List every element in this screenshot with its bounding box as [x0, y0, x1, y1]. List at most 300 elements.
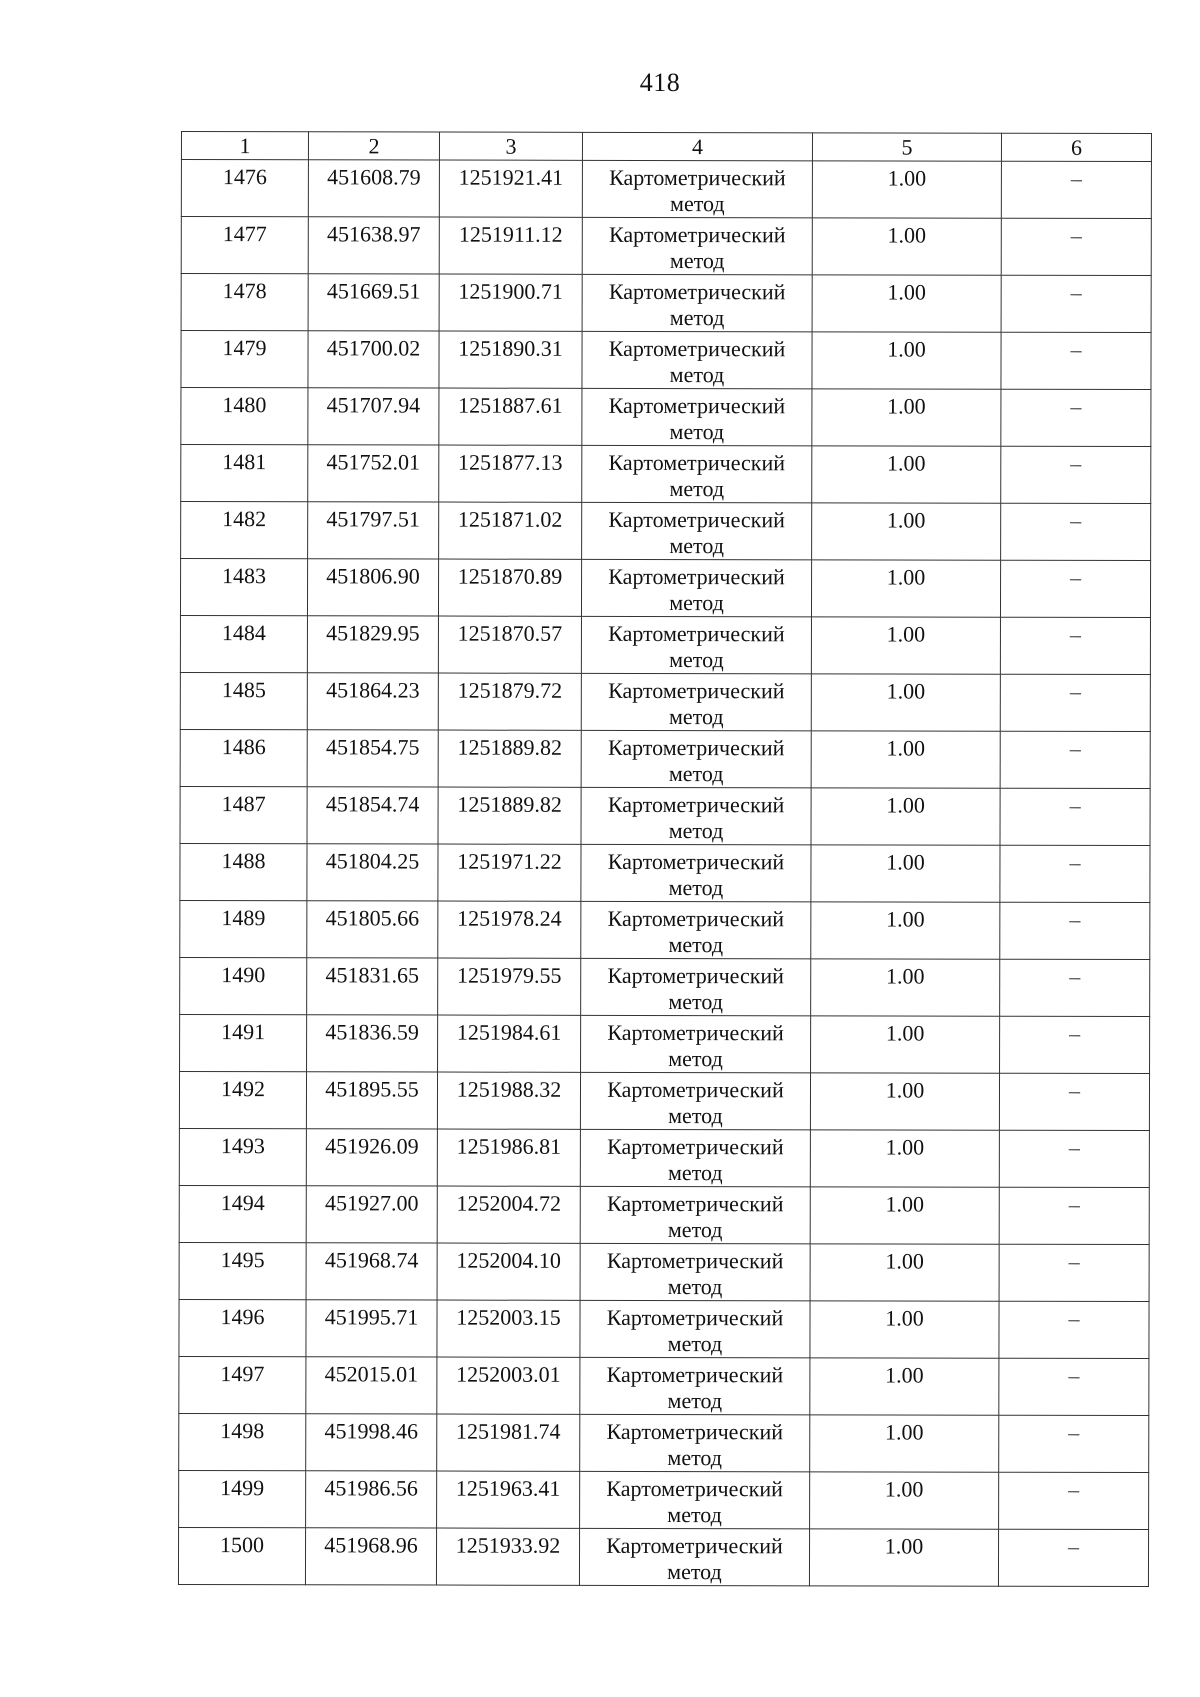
table-row: [180, 843, 1150, 902]
table-row: [181, 217, 1151, 276]
accuracy-cell-text: 1.00: [887, 165, 927, 191]
point-number-cell: [179, 1356, 306, 1413]
method-line: метод: [668, 761, 724, 787]
method-cell: [581, 673, 811, 730]
note-cell: [1001, 446, 1151, 503]
y-coordinate-cell-text: 1251971.22: [457, 848, 562, 874]
accuracy-cell-text: 1.00: [887, 450, 926, 476]
column-header: 5: [812, 133, 1001, 161]
x-coordinate-cell: [308, 274, 439, 331]
accuracy-cell-text: 1.00: [885, 1134, 925, 1160]
x-coordinate-cell-text: 451700.02: [326, 335, 421, 361]
accuracy-cell-text: 1.00: [884, 1533, 924, 1559]
x-coordinate-cell-text: 451854.74: [325, 791, 420, 817]
y-coordinate-cell: [439, 331, 582, 388]
note-cell-text: –: [1070, 279, 1082, 305]
accuracy-cell-text: 1.00: [886, 849, 925, 875]
y-coordinate-cell-text: 1251890.31: [458, 335, 563, 361]
x-coordinate-cell: [307, 901, 438, 958]
accuracy-cell-text: 1.00: [884, 1476, 924, 1502]
note-cell: [1001, 503, 1151, 560]
note-cell-text: –: [1068, 1533, 1080, 1559]
note-cell: [1000, 1016, 1150, 1073]
method-line: метод: [668, 875, 724, 901]
method-text: [582, 731, 811, 787]
method-cell: [579, 1528, 809, 1585]
x-coordinate-cell-text: 451638.97: [327, 221, 421, 247]
note-cell-text: –: [1070, 564, 1082, 590]
note-cell-text: –: [1070, 507, 1082, 533]
y-coordinate-cell: [439, 160, 582, 217]
y-coordinate-cell: [437, 1186, 580, 1243]
method-line: Картометрический: [606, 1190, 784, 1217]
method-line: Картометрический: [607, 1133, 784, 1160]
y-coordinate-cell-text: 1251981.74: [456, 1418, 561, 1444]
method-cell: [581, 616, 811, 673]
method-line: Картометрический: [608, 620, 785, 647]
x-coordinate-cell: [308, 388, 439, 445]
point-number-cell: [180, 616, 307, 673]
table-row: [179, 1413, 1149, 1472]
note-cell-text: –: [1069, 963, 1081, 989]
note-cell-text: –: [1069, 621, 1081, 647]
method-text: [583, 218, 812, 274]
y-coordinate-cell-text: 1251887.61: [458, 392, 563, 418]
y-coordinate-cell: [438, 787, 581, 844]
accuracy-cell: [812, 446, 1001, 503]
note-cell: [1000, 731, 1150, 788]
x-coordinate-cell-text: 451797.51: [326, 506, 420, 532]
y-coordinate-cell: [437, 1072, 580, 1129]
method-line: метод: [669, 476, 725, 502]
note-cell: [1001, 332, 1151, 389]
accuracy-cell: [810, 1244, 999, 1301]
table-body: [178, 160, 1151, 1587]
point-number-cell-text: 1476: [222, 164, 267, 190]
method-cell: [582, 217, 812, 274]
method-line: метод: [670, 191, 725, 217]
method-text: [582, 332, 811, 388]
accuracy-cell-text: 1.00: [887, 222, 927, 248]
point-number-cell: [180, 843, 307, 900]
method-line: метод: [667, 1502, 722, 1528]
y-coordinate-cell-text: 1251877.13: [458, 449, 563, 475]
accuracy-cell: [811, 560, 1000, 617]
accuracy-cell-text: 1.00: [887, 279, 926, 305]
point-number-cell: [179, 1413, 306, 1470]
method-line: метод: [669, 248, 725, 274]
accuracy-cell: [812, 275, 1001, 332]
method-line: метод: [668, 932, 724, 958]
point-number-cell-text: 1496: [220, 1304, 265, 1330]
x-coordinate-cell: [307, 673, 438, 730]
note-cell-text: –: [1069, 906, 1081, 932]
y-coordinate-cell-text: 1251979.55: [456, 962, 562, 988]
point-number-cell: [181, 388, 308, 445]
point-number-cell: [181, 502, 308, 559]
x-coordinate-cell: [306, 1243, 437, 1300]
point-number-cell: [179, 1470, 306, 1527]
method-line: Картометрический: [608, 335, 786, 362]
note-cell-text: –: [1069, 678, 1081, 704]
method-line: метод: [668, 818, 724, 844]
accuracy-cell-text: 1.00: [885, 1419, 924, 1445]
note-cell: [1001, 275, 1151, 332]
method-cell: [581, 559, 811, 616]
x-coordinate-cell: [306, 1471, 437, 1528]
point-number-cell-text: 1482: [222, 506, 267, 532]
y-coordinate-cell: [438, 673, 581, 730]
point-number-cell-text: 1489: [221, 905, 266, 931]
point-number-cell: [180, 559, 307, 616]
point-number-cell: [181, 445, 308, 502]
method-line: метод: [669, 590, 724, 616]
note-cell: [1000, 959, 1150, 1016]
y-coordinate-cell: [439, 445, 582, 502]
x-coordinate-cell: [308, 160, 439, 217]
method-cell: [581, 730, 811, 787]
accuracy-cell: [810, 1130, 999, 1187]
method-line: метод: [667, 1388, 723, 1414]
method-text: [580, 1358, 809, 1414]
x-coordinate-cell-text: 451752.01: [326, 449, 421, 475]
point-number-cell-text: 1480: [222, 392, 267, 418]
method-line: Картометрический: [609, 221, 786, 248]
point-number-cell: [179, 1185, 306, 1242]
table-row: [180, 672, 1150, 731]
table-row: [179, 1356, 1149, 1415]
method-text: [580, 1529, 809, 1585]
note-cell-text: –: [1068, 1077, 1081, 1103]
table-row: [179, 1185, 1149, 1244]
x-coordinate-cell-text: 451805.66: [325, 905, 420, 931]
y-coordinate-cell-text: 1251988.32: [456, 1076, 562, 1102]
x-coordinate-cell: [307, 1015, 438, 1072]
point-number-cell: [180, 1014, 307, 1071]
y-coordinate-cell-text: 1252004.72: [456, 1190, 562, 1216]
method-cell: [582, 331, 812, 388]
point-number-cell: [180, 672, 307, 729]
y-coordinate-cell: [437, 1129, 580, 1186]
note-cell-text: –: [1069, 849, 1081, 875]
note-cell: [1000, 674, 1150, 731]
x-coordinate-cell: [307, 559, 438, 616]
table-row: [181, 388, 1151, 447]
note-cell: [999, 1187, 1149, 1244]
y-coordinate-cell: [437, 1357, 580, 1414]
method-cell: [582, 502, 812, 559]
note-cell-text: –: [1068, 1305, 1080, 1331]
method-cell: [580, 1129, 810, 1186]
note-cell-text: –: [1070, 393, 1082, 419]
note-cell: [1001, 161, 1151, 218]
method-text: [582, 389, 811, 445]
point-number-cell-text: 1486: [221, 734, 266, 760]
method-line: Картометрический: [607, 962, 784, 989]
method-line: Картометрический: [606, 1475, 783, 1502]
method-line: метод: [667, 1160, 723, 1186]
point-number-cell: [181, 217, 308, 274]
method-text: [582, 446, 811, 502]
accuracy-cell: [811, 1016, 1000, 1073]
x-coordinate-cell-text: 451707.94: [326, 392, 421, 418]
x-coordinate-cell-text: 451829.95: [326, 620, 420, 646]
method-line: Картометрический: [608, 449, 786, 476]
note-cell: [999, 1415, 1149, 1472]
accuracy-cell: [811, 845, 1000, 902]
accuracy-cell-text: 1.00: [887, 393, 926, 419]
y-coordinate-cell: [438, 901, 581, 958]
method-line: Картометрический: [608, 392, 786, 419]
method-line: метод: [667, 1445, 723, 1471]
accuracy-cell: [812, 389, 1001, 446]
note-cell: [1000, 902, 1150, 959]
y-coordinate-cell: [437, 1414, 580, 1471]
point-number-cell-text: 1498: [220, 1418, 265, 1444]
accuracy-cell: [810, 1187, 999, 1244]
method-text: [583, 161, 812, 217]
x-coordinate-cell: [308, 217, 439, 274]
note-cell-text: –: [1070, 450, 1082, 476]
x-coordinate-cell-text: 451895.55: [325, 1076, 419, 1102]
point-number-cell: [181, 160, 308, 217]
table-row: [179, 1071, 1149, 1130]
method-line: Картометрический: [607, 791, 785, 818]
note-cell: [999, 1130, 1149, 1187]
note-cell: [1000, 617, 1150, 674]
method-line: метод: [669, 533, 724, 559]
method-text: [583, 275, 812, 331]
y-coordinate-cell: [438, 844, 581, 901]
point-number-cell: [179, 1242, 306, 1299]
note-cell: [1000, 788, 1150, 845]
method-text: [580, 1472, 809, 1528]
x-coordinate-cell: [306, 1186, 437, 1243]
method-cell: [581, 1015, 811, 1072]
table-row: [180, 559, 1150, 618]
x-coordinate-cell: [308, 502, 439, 559]
table-header-row: [181, 132, 1151, 162]
method-cell: [580, 1357, 810, 1414]
method-cell: [582, 388, 812, 445]
point-number-cell-text: 1481: [222, 449, 267, 475]
point-number-cell-text: 1500: [220, 1532, 265, 1558]
y-coordinate-cell: [438, 958, 581, 1015]
y-coordinate-cell-text: 1252003.01: [456, 1361, 561, 1387]
y-coordinate-cell: [438, 616, 581, 673]
method-text: [582, 503, 811, 559]
method-text: [581, 1244, 810, 1300]
column-header: 1: [181, 132, 308, 160]
method-line: метод: [668, 1103, 723, 1129]
note-cell: [1001, 389, 1151, 446]
accuracy-cell: [810, 1301, 999, 1358]
y-coordinate-cell: [437, 1300, 580, 1357]
y-coordinate-cell-text: 1251984.61: [456, 1019, 562, 1045]
method-text: [581, 1073, 810, 1129]
method-line: Картометрический: [606, 1304, 784, 1331]
point-number-cell-text: 1479: [222, 335, 267, 361]
accuracy-cell: [809, 1529, 998, 1586]
table-row: [180, 1014, 1150, 1073]
point-number-cell-text: 1493: [220, 1133, 265, 1159]
y-coordinate-cell-text: 1251986.81: [456, 1133, 562, 1159]
x-coordinate-cell-text: 452015.01: [324, 1361, 419, 1387]
method-line: Картометрический: [606, 1247, 784, 1274]
y-coordinate-cell-text: 1252003.15: [456, 1304, 561, 1330]
method-line: метод: [669, 362, 725, 388]
note-cell: [1000, 560, 1150, 617]
method-line: метод: [667, 1559, 722, 1585]
x-coordinate-cell: [305, 1528, 436, 1585]
method-line: Картометрический: [606, 1361, 784, 1388]
column-header: 6: [1001, 133, 1151, 161]
method-line: метод: [667, 1217, 723, 1243]
x-coordinate-cell-text: 451831.65: [325, 962, 420, 988]
method-text: [581, 845, 810, 901]
x-coordinate-cell: [306, 1357, 437, 1414]
accuracy-cell-text: 1.00: [886, 621, 926, 647]
method-text: [581, 1187, 810, 1243]
x-coordinate-cell-text: 451927.00: [324, 1190, 419, 1216]
x-coordinate-cell-text: 451836.59: [325, 1019, 419, 1045]
point-number-cell-text: 1484: [221, 620, 266, 646]
page-number: 418: [639, 68, 681, 97]
method-text: [580, 1301, 809, 1357]
method-line: метод: [668, 704, 724, 730]
note-cell: [999, 1073, 1149, 1130]
method-text: [581, 959, 810, 1015]
accuracy-cell-text: 1.00: [885, 1362, 924, 1388]
accuracy-cell: [810, 1358, 999, 1415]
y-coordinate-cell-text: 1251978.24: [457, 905, 562, 931]
table-row: [179, 1299, 1149, 1358]
method-cell: [582, 445, 812, 502]
method-line: Картометрический: [608, 677, 785, 704]
y-coordinate-cell: [438, 1015, 581, 1072]
column-header: 3: [439, 132, 582, 160]
y-coordinate-cell-text: 1251870.57: [457, 620, 563, 646]
table-row: [179, 1470, 1149, 1529]
y-coordinate-cell: [438, 559, 581, 616]
point-number-cell: [179, 1128, 306, 1185]
x-coordinate-cell: [306, 1129, 437, 1186]
y-coordinate-cell-text: 1251889.82: [457, 791, 562, 817]
y-coordinate-cell-text: 1251963.41: [455, 1475, 561, 1501]
accuracy-cell-text: 1.00: [885, 1077, 925, 1103]
x-coordinate-cell-text: 451608.79: [327, 164, 421, 190]
note-cell-text: –: [1070, 336, 1082, 362]
column-header: 4: [582, 132, 812, 160]
note-cell-text: –: [1068, 1191, 1080, 1217]
point-number-cell-text: 1485: [221, 677, 266, 703]
method-cell: [580, 1300, 810, 1357]
method-text: [582, 788, 811, 844]
method-cell: [580, 1471, 810, 1528]
point-number-cell-text: 1478: [222, 278, 267, 304]
accuracy-cell: [812, 161, 1001, 218]
table-row: [179, 1242, 1149, 1301]
y-coordinate-cell: [437, 1471, 580, 1528]
table-row: [181, 502, 1151, 561]
note-cell-text: –: [1069, 735, 1081, 761]
method-cell: [581, 958, 811, 1015]
note-cell-text: –: [1068, 1419, 1080, 1445]
point-number-cell-text: 1495: [220, 1247, 265, 1273]
method-text: [580, 1415, 809, 1471]
point-number-cell-text: 1491: [221, 1019, 266, 1045]
note-cell: [999, 1358, 1149, 1415]
y-coordinate-cell-text: 1251911.12: [458, 221, 563, 247]
method-text: [581, 902, 810, 958]
x-coordinate-cell-text: 451968.74: [324, 1247, 419, 1273]
accuracy-cell-text: 1.00: [886, 564, 926, 590]
note-cell: [1001, 218, 1151, 275]
y-coordinate-cell-text: 1251879.72: [457, 677, 563, 703]
accuracy-cell-text: 1.00: [887, 336, 926, 362]
x-coordinate-cell-text: 451864.23: [326, 677, 420, 703]
table-row: [181, 274, 1151, 333]
x-coordinate-cell: [308, 331, 439, 388]
method-line: Картометрический: [609, 164, 786, 191]
y-coordinate-cell: [437, 1243, 580, 1300]
note-cell: [999, 1244, 1149, 1301]
note-cell-text: –: [1069, 1020, 1081, 1046]
point-number-cell-text: 1477: [222, 221, 267, 247]
note-cell-text: –: [1070, 165, 1082, 191]
table-row: [180, 729, 1150, 788]
method-line: Картометрический: [607, 1076, 784, 1103]
x-coordinate-cell: [306, 1072, 437, 1129]
method-cell: [581, 844, 811, 901]
x-coordinate-cell: [308, 445, 439, 502]
method-line: Картометрический: [607, 848, 785, 875]
point-number-cell-text: 1483: [222, 563, 267, 589]
point-number-cell: [179, 1071, 306, 1128]
method-line: Картометрический: [608, 563, 785, 590]
x-coordinate-cell-text: 451806.90: [326, 563, 420, 589]
method-line: Картометрический: [608, 506, 785, 533]
note-cell-text: –: [1070, 222, 1082, 248]
method-text: [581, 1016, 810, 1072]
x-coordinate-cell: [307, 844, 438, 901]
point-number-cell-text: 1487: [221, 791, 266, 817]
method-line: Картометрический: [607, 1019, 784, 1046]
method-cell: [580, 1072, 810, 1129]
point-number-cell: [179, 1299, 306, 1356]
accuracy-cell: [811, 788, 1000, 845]
x-coordinate-cell: [306, 1300, 437, 1357]
point-number-cell: [180, 900, 307, 957]
x-coordinate-cell-text: 451998.46: [324, 1418, 419, 1444]
accuracy-cell-text: 1.00: [885, 1248, 924, 1274]
method-cell: [580, 1243, 810, 1300]
x-coordinate-cell-text: 451968.96: [324, 1532, 418, 1558]
point-number-cell-text: 1492: [220, 1076, 266, 1102]
table-row: [180, 786, 1150, 845]
coordinates-table: [178, 131, 1152, 1587]
y-coordinate-cell: [438, 730, 581, 787]
point-number-cell-text: 1494: [220, 1190, 265, 1216]
y-coordinate-cell-text: 1252004.10: [456, 1247, 561, 1273]
method-line: метод: [669, 647, 724, 673]
method-cell: [581, 901, 811, 958]
method-line: метод: [669, 419, 725, 445]
accuracy-cell-text: 1.00: [886, 507, 926, 533]
accuracy-cell-text: 1.00: [886, 735, 925, 761]
accuracy-cell-text: 1.00: [885, 1191, 925, 1217]
x-coordinate-cell: [307, 958, 438, 1015]
